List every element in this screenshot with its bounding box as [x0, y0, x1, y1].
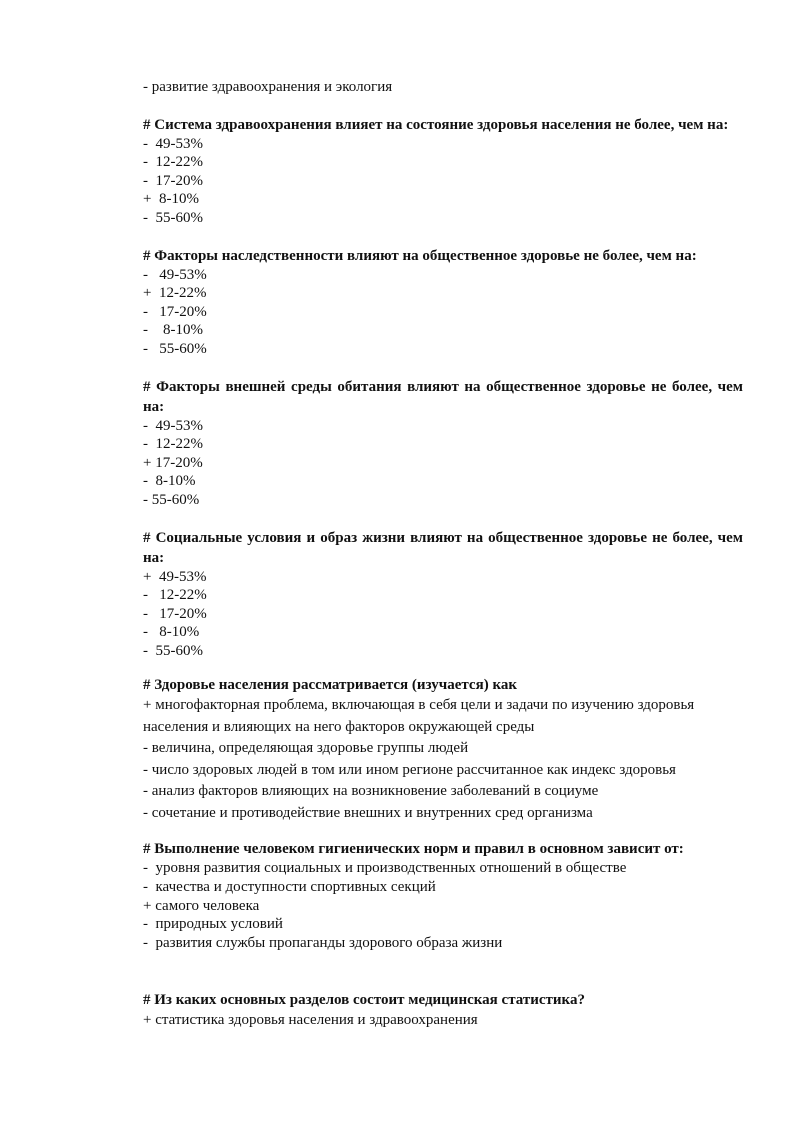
- intro-line: - развитие здравоохранения и экология: [143, 79, 393, 95]
- question-block: [143, 839, 743, 952]
- answer-option: - сочетание и противодействие внешних и внутренних сред организма: [143, 804, 593, 821]
- question-title: # Факторы наследственности влияют на общественное здоровье не более, чем на:: [143, 247, 697, 264]
- answer-option: - 55-60%: [143, 340, 207, 357]
- answer-option: + многофакторная проблема, включающая в себя цели и задачи по изучению здоровья населения и влияющих на него факторов окружающей среды: [143, 697, 695, 735]
- question-block: [143, 115, 743, 228]
- answer-option: - 49-53%: [143, 135, 203, 152]
- answer-option: + 12-22%: [143, 285, 207, 302]
- answer-option: - природных условий: [143, 916, 283, 933]
- answer-option: - 12-22%: [143, 436, 203, 453]
- question-block: [143, 246, 743, 359]
- question-title: # Здоровье населения рассматривается (изучается) как: [143, 677, 518, 694]
- answer-option: - 12-22%: [143, 587, 207, 604]
- question-block: [143, 675, 743, 824]
- question-block: [143, 990, 743, 1032]
- answer-option: + самого человека: [143, 897, 260, 914]
- question-block: [143, 528, 743, 661]
- answer-option: + 8-10%: [143, 191, 199, 208]
- answer-option: + статистика здоровья населения и здравоохранения: [143, 1012, 478, 1029]
- answer-option: - величина, определяющая здоровье группы людей: [143, 740, 469, 757]
- answer-option: - 49-53%: [143, 266, 207, 283]
- answer-option: - 8-10%: [143, 624, 200, 641]
- question-title: # Выполнение человеком гигиенических норм и правил в основном зависит от:: [143, 841, 684, 858]
- answer-option: - 8-10%: [143, 322, 203, 339]
- answer-option: - число здоровых людей в том или ином регионе рассчитанное как индекс здоровья: [143, 761, 676, 778]
- question-block: [143, 377, 743, 510]
- answer-option: + 17-20%: [143, 454, 203, 471]
- answer-option: - 17-20%: [143, 303, 207, 320]
- answer-option: - 17-20%: [143, 172, 203, 189]
- question-title: # Факторы внешней среды обитания влияют на общественное здоровье не более, чем на:: [143, 378, 743, 415]
- answer-option: - 12-22%: [143, 154, 203, 171]
- document-page: [143, 78, 743, 1032]
- answer-option: + 49-53%: [143, 568, 207, 585]
- question-title: # Система здравоохранения влияет на состояние здоровья населения не более, чем на:: [143, 116, 729, 133]
- answer-option: - качества и доступности спортивных секций: [143, 879, 436, 896]
- answer-option: - уровня развития социальных и производственных отношений в обществе: [143, 860, 627, 877]
- answer-option: - 8-10%: [143, 473, 196, 490]
- answer-option: - 17-20%: [143, 605, 207, 622]
- answer-option: - анализ факторов влияющих на возникновение заболеваний в социуме: [143, 783, 599, 800]
- question-title: # Из каких основных разделов состоит медицинская статистика?: [143, 992, 585, 1009]
- question-title: # Социальные условия и образ жизни влияют на общественное здоровье не более, чем на:: [143, 529, 743, 566]
- answer-option: - 55-60%: [143, 209, 203, 226]
- answer-option: - развития службы пропаганды здорового образа жизни: [143, 934, 503, 951]
- answer-option: - 49-53%: [143, 417, 203, 434]
- answer-option: - 55-60%: [143, 491, 200, 508]
- answer-option: - 55-60%: [143, 642, 203, 659]
